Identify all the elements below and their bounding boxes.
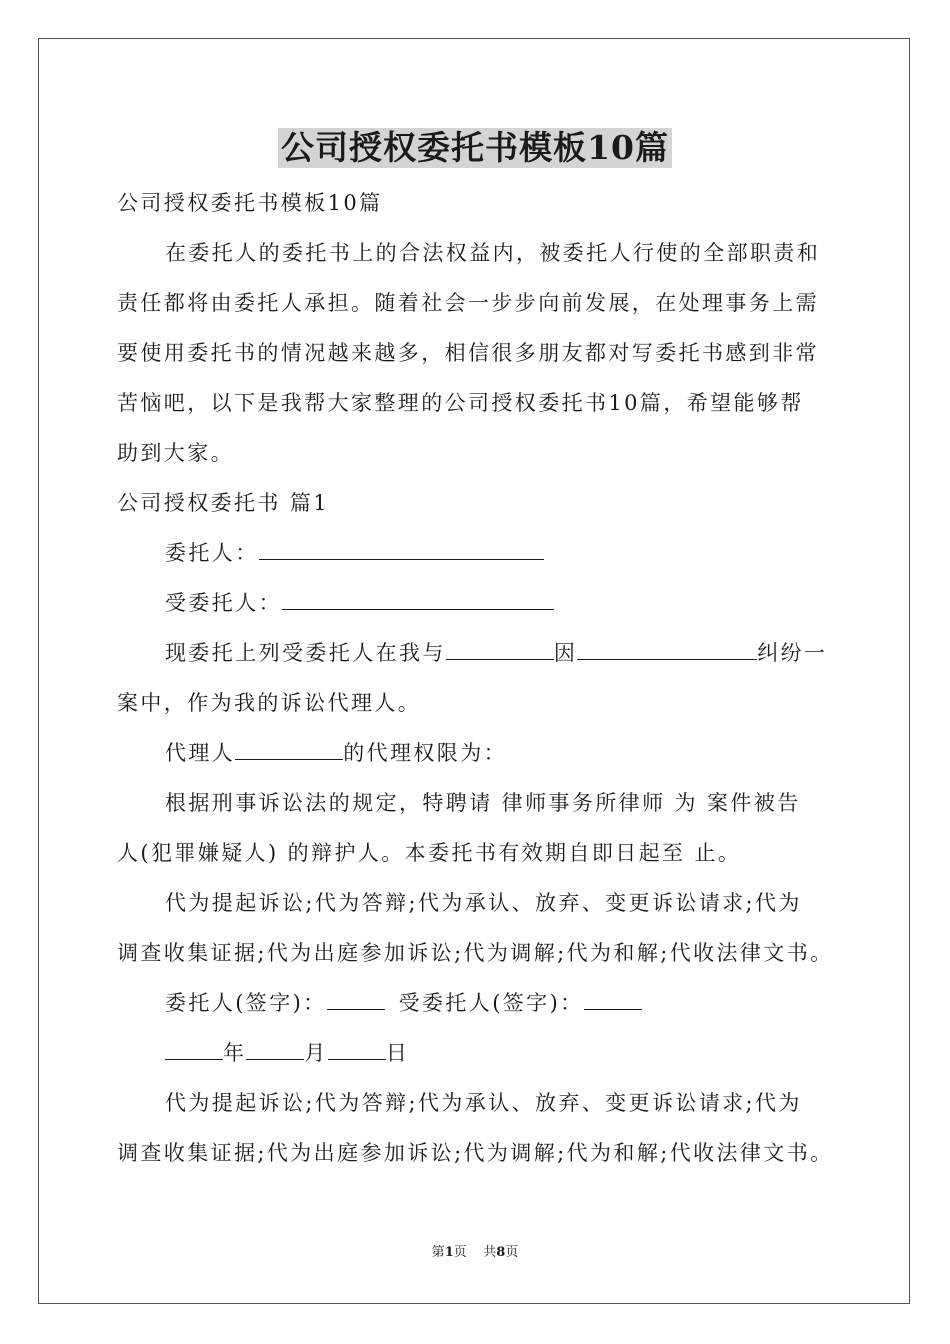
- powers2-line-1: 代为提起诉讼;代为答辩;代为承认、放弃、变更诉讼请求;代为: [165, 1091, 802, 1115]
- page-footer: [0, 1244, 950, 1262]
- principal-label: 委托人：: [165, 541, 259, 565]
- agent-signature-blank: [584, 987, 642, 1010]
- agent-blank: [282, 587, 554, 610]
- agent-row: [117, 578, 837, 628]
- document-title: 公司授权委托书模板10篇: [278, 128, 672, 168]
- powers-line-1: 代为提起诉讼;代为答辩;代为承认、放弃、变更诉讼请求;代为: [165, 891, 802, 915]
- intro-line-1: 在委托人的委托书上的合法权益内，被委托人行使的全部职责和: [165, 241, 821, 265]
- intro-line-5: 助到大家。: [117, 441, 234, 465]
- reason-blank: [577, 637, 757, 660]
- entrust-line-2: 案中，作为我的诉讼代理人。: [117, 691, 422, 715]
- month-label: 月: [304, 1041, 328, 1065]
- principal-signature-label: 委托人(签字)：: [165, 991, 327, 1015]
- signature-line: [117, 978, 837, 1028]
- principal-row: [117, 528, 837, 578]
- agent-name-blank: [235, 737, 343, 760]
- entrust-line-1: [117, 628, 837, 678]
- document-body: [117, 178, 837, 1178]
- page-mid: 页 共: [453, 1245, 497, 1260]
- intro-line-3: 要使用委托书的情况越来越多，相信很多朋友都对写委托书感到非常: [117, 341, 819, 365]
- total-page-number: 8: [496, 1245, 506, 1260]
- current-page-number: 1: [444, 1245, 454, 1260]
- powers-line-2: 调查收集证据;代为出庭参加诉讼;代为调解;代为和解;代收法律文书。: [117, 941, 834, 965]
- agent-signature-label: 受委托人(签字)：: [398, 991, 584, 1015]
- year-label: 年: [223, 1041, 247, 1065]
- authority-line: [117, 728, 837, 778]
- agent-label: 受委托人：: [165, 591, 282, 615]
- entrust-text-b: 因: [553, 641, 578, 665]
- entrust-text-c: 纠纷一: [757, 641, 828, 665]
- powers2-line-2: 调查收集证据;代为出庭参加诉讼;代为调解;代为和解;代收法律文书。: [117, 1141, 834, 1165]
- intro-line-2: 责任都将由委托人承担。随着社会一步步向前发展，在处理事务上需: [117, 291, 819, 315]
- title-container: [0, 128, 950, 168]
- authority-text-b: 的代理权限为：: [343, 741, 508, 765]
- day-label: 日: [385, 1041, 410, 1065]
- subtitle: 公司授权委托书模板10篇: [117, 191, 383, 215]
- intro-line-4: 苦恼吧，以下是我帮大家整理的公司授权委托书10篇，希望能够帮: [117, 391, 804, 415]
- basis-line-1: 根据刑事诉讼法的规定，特聘请 律师事务所律师 为 案件被告: [165, 791, 801, 815]
- principal-signature-blank: [327, 987, 385, 1010]
- year-blank: [165, 1037, 223, 1060]
- entrust-text-a: 现委托上列受委托人在我与: [165, 641, 446, 665]
- principal-blank: [259, 537, 544, 560]
- date-line: [117, 1028, 837, 1078]
- authority-text-a: 代理人: [165, 741, 236, 765]
- page-suffix: 页: [505, 1245, 519, 1260]
- page-prefix: 第: [431, 1245, 445, 1260]
- month-blank: [246, 1037, 304, 1060]
- party-blank: [446, 637, 554, 660]
- basis-line-2: 人(犯罪嫌疑人) 的辩护人。本委托书有效期自即日起至 止。: [117, 841, 742, 865]
- day-blank: [328, 1037, 386, 1060]
- section-heading: 公司授权委托书 篇1: [117, 491, 330, 515]
